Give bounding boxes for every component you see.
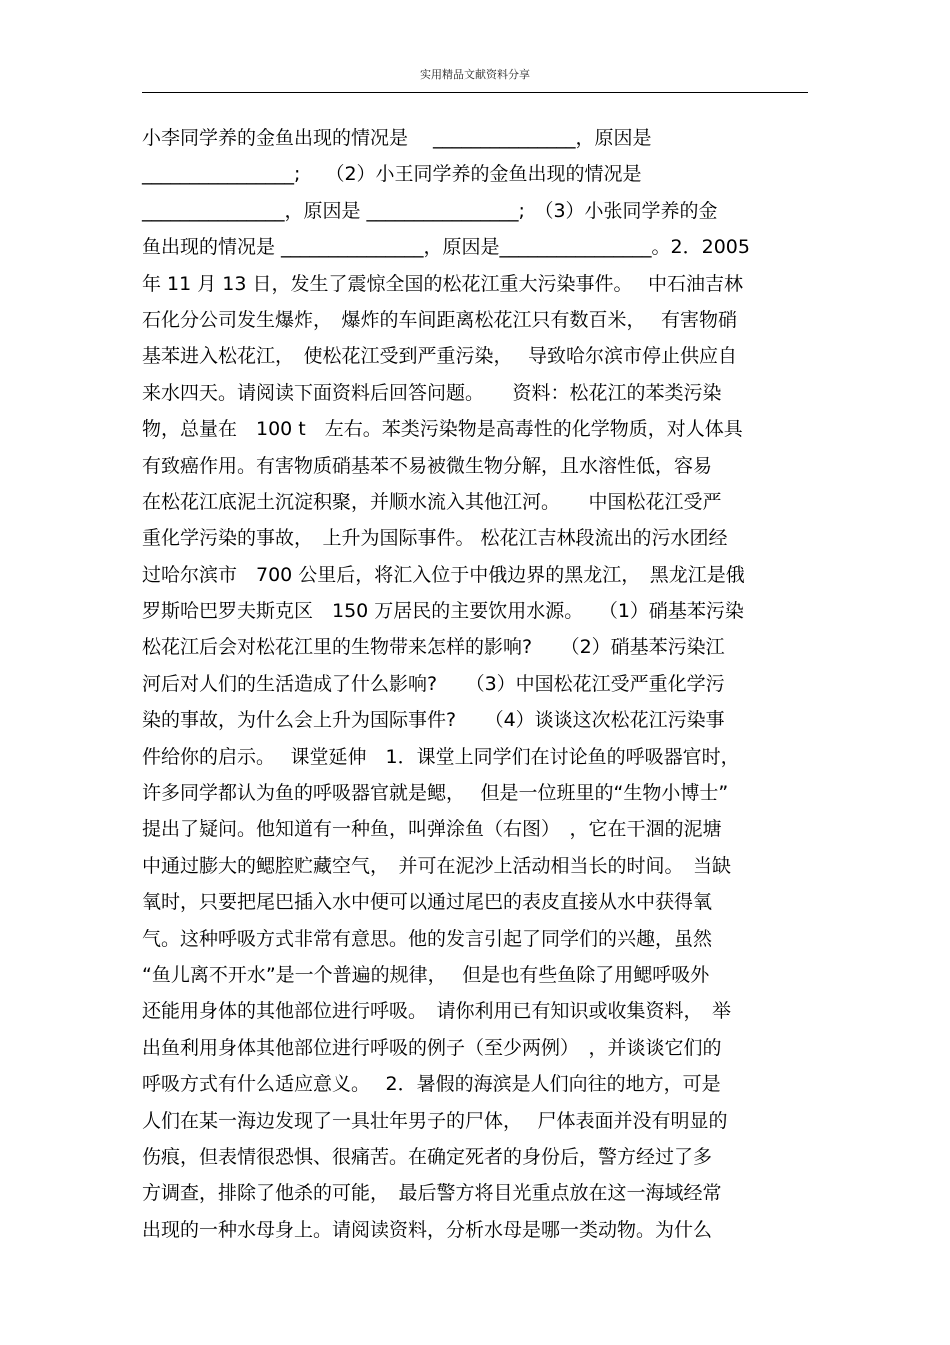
- text-line: 来水四天。请阅读下面资料后回答问题。 资料：松花江的苯类污染: [142, 381, 722, 404]
- text-line: 出鱼利用身体其他部位进行呼吸的例子（至少两例） ，并谈谈它们的: [142, 1036, 722, 1059]
- text-line: 人们在某一海边发现了一具壮年男子的尸体， 尸体表面并没有明显的: [142, 1109, 728, 1132]
- text-line: 气。这种呼吸方式非常有意思。他的发言引起了同学们的兴趣，虽然: [142, 927, 713, 950]
- text-line: 河后对人们的生活造成了什么影响? （3）中国松花江受严重化学污: [142, 672, 725, 695]
- text-line: 呼吸方式有什么适应意义。 2．暑假的海滨是人们向往的地方，可是: [142, 1073, 721, 1096]
- text-line: 年 11 月 13 日，发生了震惊全国的松花江重大污染事件。 中石油吉林: [142, 272, 744, 295]
- text-line: 物，总量在 100 t 左右。苯类污染物是高毒性的化学物质，对人体具: [142, 418, 743, 441]
- text-line: 有致癌作用。有害物质硝基苯不易被微生物分解，且水溶性低，容易: [142, 454, 713, 477]
- text-line: 许多同学都认为鱼的呼吸器官就是鳃， 但是一位班里的“生物小博士”: [142, 782, 729, 805]
- text-line: 在松花江底泥土沉淀积聚，并顺水流入其他江河。 中国松花江受严: [142, 490, 722, 513]
- text-line: 染的事故，为什么会上升为国际事件? （4）谈谈这次松花江污染事: [142, 709, 725, 732]
- text-line: 出现的一种水母身上。请阅读资料，分析水母是哪一类动物。为什么: [142, 1218, 713, 1241]
- text-line: 石化分公司发生爆炸， 爆炸的车间距离松花江只有数百米， 有害物硝: [142, 308, 738, 331]
- text-line: 松花江后会对松花江里的生物带来怎样的影响? （2）硝基苯污染江: [142, 636, 725, 659]
- text-line: ________________; （2）小王同学养的金鱼出现的情况是: [142, 163, 642, 186]
- text-line: 鱼出现的情况是 _______________，原因是________________。2．2005: [142, 236, 750, 259]
- text-line: 还能用身体的其他部位进行呼吸。 请你利用已有知识或收集资料， 举: [142, 1000, 732, 1023]
- header-divider: [142, 92, 808, 93]
- text-line: 罗斯哈巴罗夫斯克区 150 万居民的主要饮用水源。 （1）硝基苯污染: [142, 600, 744, 623]
- text-line: 伤痕，但表情很恐惧、很痛苦。在确定死者的身份后，警方经过了多: [142, 1145, 713, 1168]
- text-line: 小李同学养的金鱼出现的情况是 _______________，原因是: [142, 127, 652, 149]
- document-body: [142, 120, 812, 1248]
- text-line: 中通过膨大的鳃腔贮藏空气， 并可在泥沙上活动相当长的时间。 当缺: [142, 854, 732, 877]
- text-line: 提出了疑问。他知道有一种鱼，叫弹涂鱼（右图） ，它在干涸的泥塘: [142, 818, 722, 841]
- text-line: 氧时，只要把尾巴插入水中便可以通过尾巴的表皮直接从水中获得氧: [142, 891, 713, 914]
- text-line: 方调查，排除了他杀的可能， 最后警方将目光重点放在这一海域经常: [142, 1182, 722, 1205]
- text-line: 重化学污染的事故， 上升为国际事件。 松花江吉林段流出的污水团经: [142, 527, 728, 550]
- text-line: 过哈尔滨市 700 公里后，将汇入位于中俄边界的黑龙江， 黑龙江是俄: [142, 563, 745, 586]
- text-line: 件给你的启示。 课堂延伸 1．课堂上同学们在讨论鱼的呼吸器官时，: [142, 745, 740, 768]
- text-line: 基苯进入松花江， 使松花江受到严重污染， 导致哈尔滨市停止供应自: [142, 345, 738, 368]
- page-header: 实用精品文献资料分享: [420, 68, 530, 81]
- text-line: _______________，原因是 ________________; （3）小张同学养的金: [142, 199, 718, 222]
- text-line: “鱼儿离不开水”是一个普遍的规律， 但是也有些鱼除了用鳃呼吸外: [142, 963, 710, 986]
